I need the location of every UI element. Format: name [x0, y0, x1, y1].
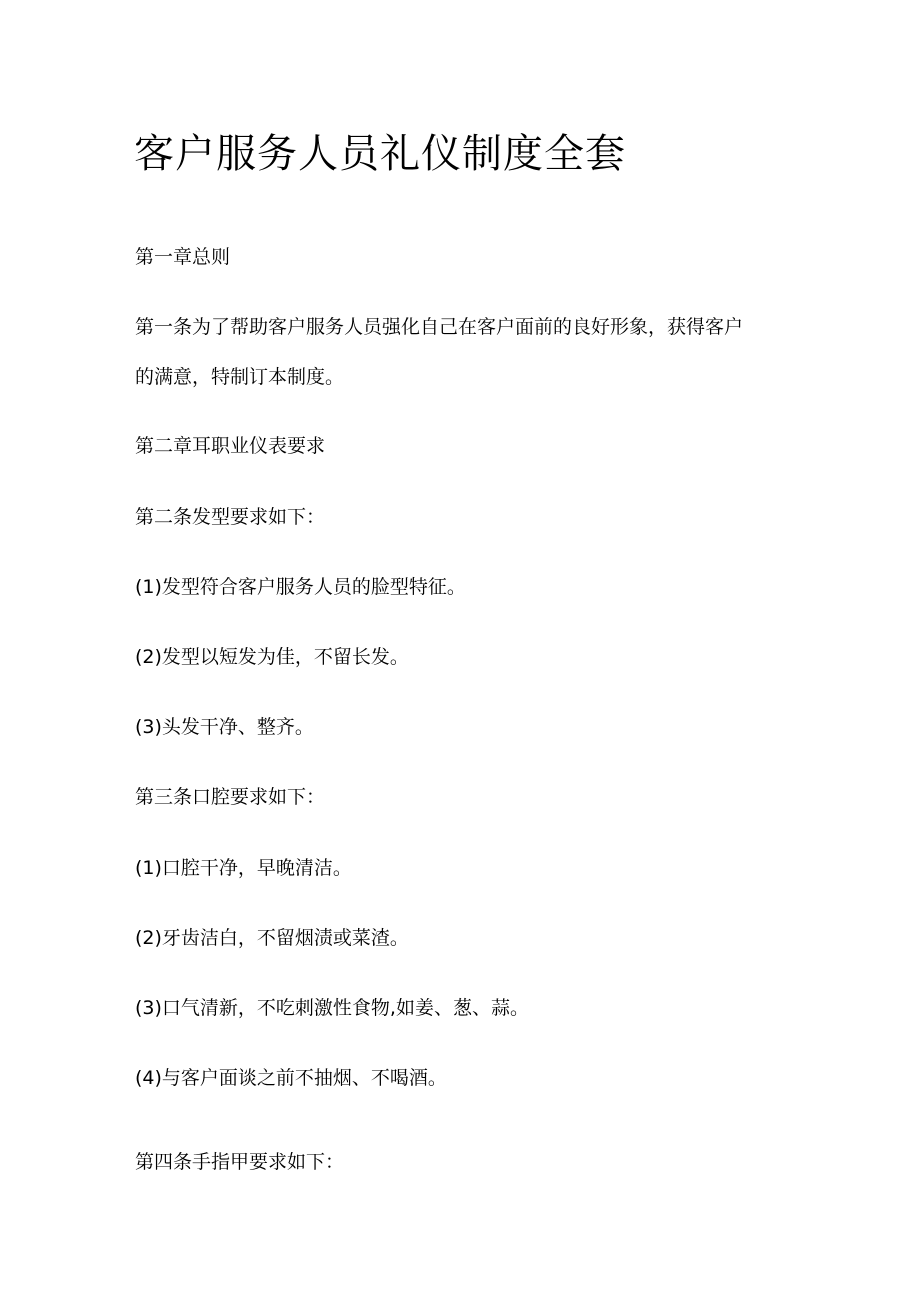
- chapter-heading: 第一章总则: [135, 246, 231, 268]
- document-title: 客户服务人员礼仪制度全套: [134, 131, 626, 177]
- article-heading: 第三条口腔要求如下：: [135, 786, 326, 808]
- list-item: (3)口气清新，不吃刺激性食物,如姜、葱、蒜。: [135, 997, 529, 1019]
- list-item: (2)发型以短发为佳，不留长发。: [135, 646, 409, 668]
- list-item: (1)发型符合客户服务人员的脸型特征。: [135, 576, 466, 598]
- paragraph-line: 的满意，特制订本制度。: [135, 366, 345, 388]
- list-item: (2)牙齿洁白，不留烟渍或菜渣。: [135, 927, 409, 949]
- list-item: (3)头发干净、整齐。: [135, 716, 314, 738]
- article-heading: 第四条手指甲要求如下：: [135, 1151, 345, 1173]
- list-item: (4)与客户面谈之前不抽烟、不喝酒。: [135, 1067, 447, 1089]
- list-item: (1)口腔干净，早晚清洁。: [135, 857, 352, 879]
- article-heading: 第二条发型要求如下：: [135, 506, 326, 528]
- paragraph-line: 第一条为了帮助客户服务人员强化自己在客户面前的良好形象，获得客户: [135, 316, 744, 338]
- chapter-heading: 第二章耳职业仪表要求: [135, 435, 326, 457]
